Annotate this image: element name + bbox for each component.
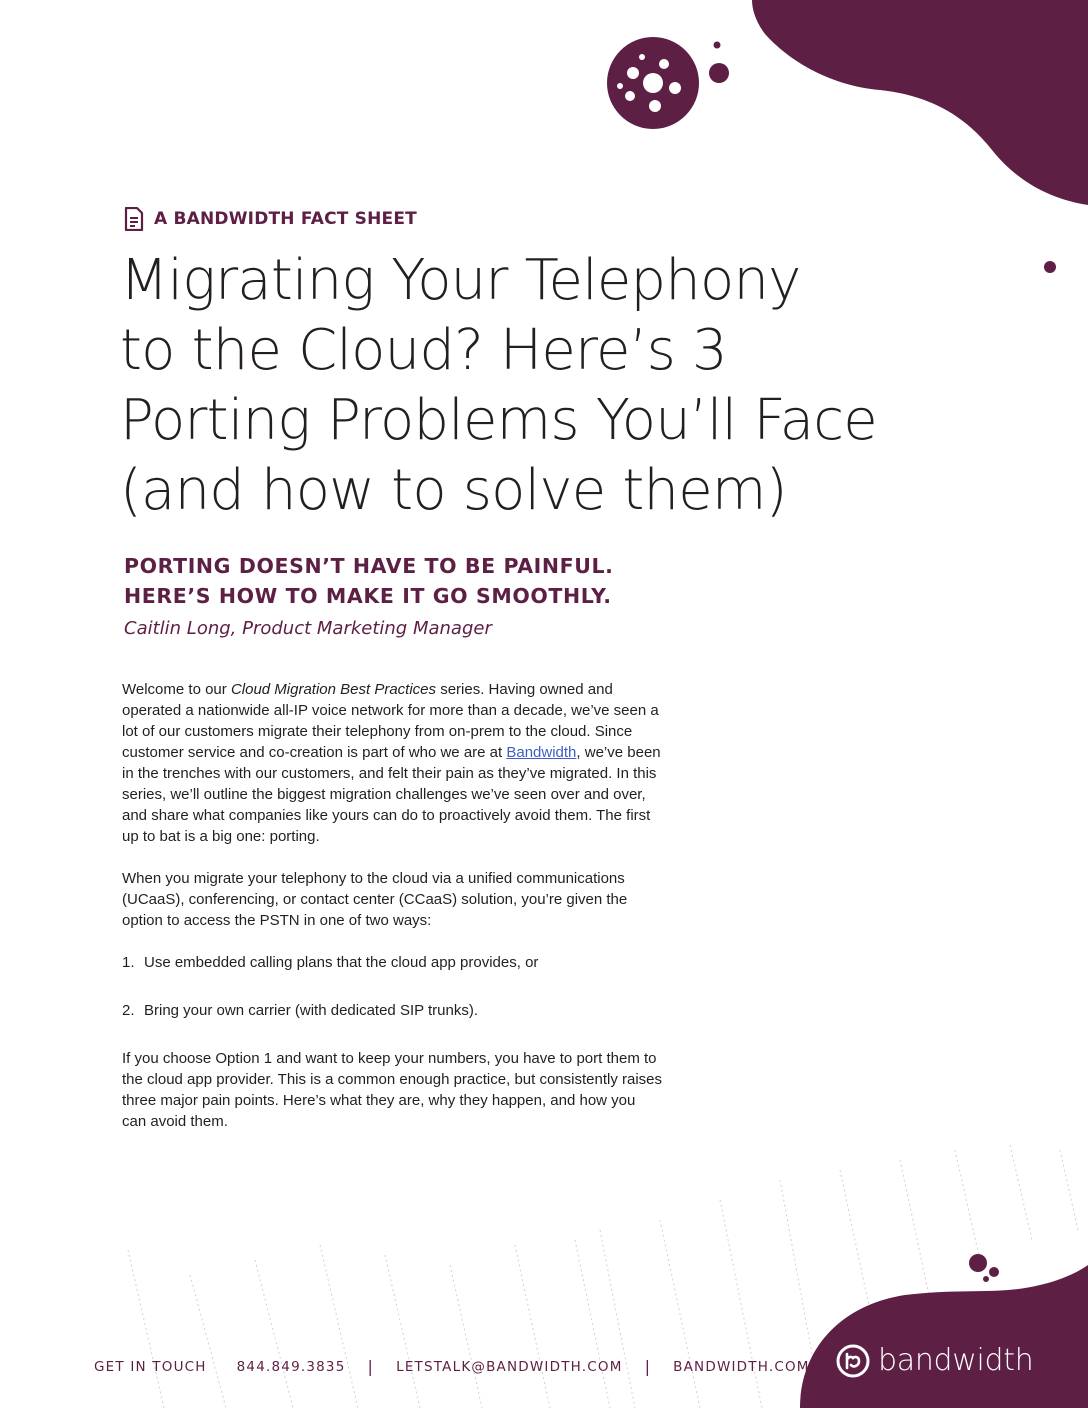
- small-dot: [983, 1276, 989, 1282]
- footer-separator: |: [644, 1357, 652, 1376]
- title-line: (and how to solve them): [120, 458, 787, 523]
- brand-name: bandwidth: [878, 1343, 1034, 1378]
- list-number: 1.: [122, 954, 135, 971]
- small-dot: [989, 1267, 999, 1277]
- bandwidth-link[interactable]: Bandwidth: [506, 744, 577, 761]
- list-text: Bring your own carrier (with dedicated SIP trunks).: [144, 1002, 479, 1019]
- page-title: [120, 246, 880, 526]
- intro-paragraph: [122, 679, 662, 847]
- bandwidth-logo: [836, 1343, 1033, 1378]
- series-name: Cloud Migration Best Practices: [230, 681, 437, 698]
- fact-sheet-label: [124, 207, 417, 231]
- subheading-line: HERE’S HOW TO MAKE IT GO SMOOTHLY.: [124, 584, 612, 608]
- small-dot: [1044, 261, 1056, 273]
- list-item: [122, 952, 662, 973]
- get-in-touch-label: GET IN TOUCH: [94, 1358, 207, 1375]
- small-dot: [709, 63, 729, 83]
- title-line: Porting Problems You’ll Face: [120, 388, 877, 453]
- fact-sheet-label-text: A BANDWIDTH FACT SHEET: [154, 209, 417, 229]
- text-span: series. Having owned and operated a nationwide all-IP voice network for more than a decade, we’ve seen a lot of our customers migrate their telephony from on-prem to the cloud. Since customer service and co-creation is part of who we are at: [122, 681, 659, 761]
- body-text: [122, 679, 662, 1153]
- bandwidth-logo-icon: [836, 1344, 870, 1378]
- list-text: Use embedded calling plans that the cloud app provides, or: [144, 954, 539, 971]
- top-right-blob: [752, 0, 1088, 205]
- text-span: Welcome to our: [122, 681, 231, 698]
- title-line: to the Cloud? Here’s 3: [120, 318, 727, 383]
- list-item: [122, 1000, 662, 1021]
- phone-number[interactable]: 844.849.3835: [236, 1358, 346, 1375]
- small-dot: [969, 1254, 987, 1272]
- document-icon: [124, 207, 144, 231]
- website-link[interactable]: BANDWIDTH.COM: [673, 1358, 810, 1375]
- list-number: 2.: [122, 1002, 135, 1019]
- subheading: [124, 551, 614, 611]
- footer-separator: |: [367, 1357, 375, 1376]
- closing-paragraph: If you choose Option 1 and want to keep your numbers, you have to port them to the cloud app provider. This is a common enough practice, but consistently raises three major pain points. Here’s what they are, why they happen, and how you can avoid them.: [122, 1050, 663, 1130]
- subheading-line: PORTING DOESN’T HAVE TO BE PAINFUL.: [124, 554, 614, 578]
- title-line: Migrating Your Telephony: [120, 248, 801, 313]
- bottom-right-blob: [800, 1265, 1088, 1408]
- text-span: , we’ve been in the trenches with our customers, and felt their pain as they’ve migrated. In this series, we’ll outline the biggest migration challenges we’ve seen over and over, and share what companies like yours can do to proactively avoid them. The first up to bat is a big one: porting.: [122, 744, 661, 845]
- footer-contact: [94, 1357, 810, 1376]
- dotted-circle-decoration: [607, 37, 699, 129]
- small-dot: [714, 42, 721, 49]
- email-link[interactable]: LETSTALK@BANDWIDTH.COM: [396, 1358, 623, 1375]
- options-paragraph: When you migrate your telephony to the cloud via a unified communications (UCaaS), conferencing, or contact center (CCaaS) solution, you’re given the option to access the PSTN in one of two ways:: [122, 870, 628, 929]
- author-byline: Caitlin Long, Product Marketing Manager: [124, 618, 492, 639]
